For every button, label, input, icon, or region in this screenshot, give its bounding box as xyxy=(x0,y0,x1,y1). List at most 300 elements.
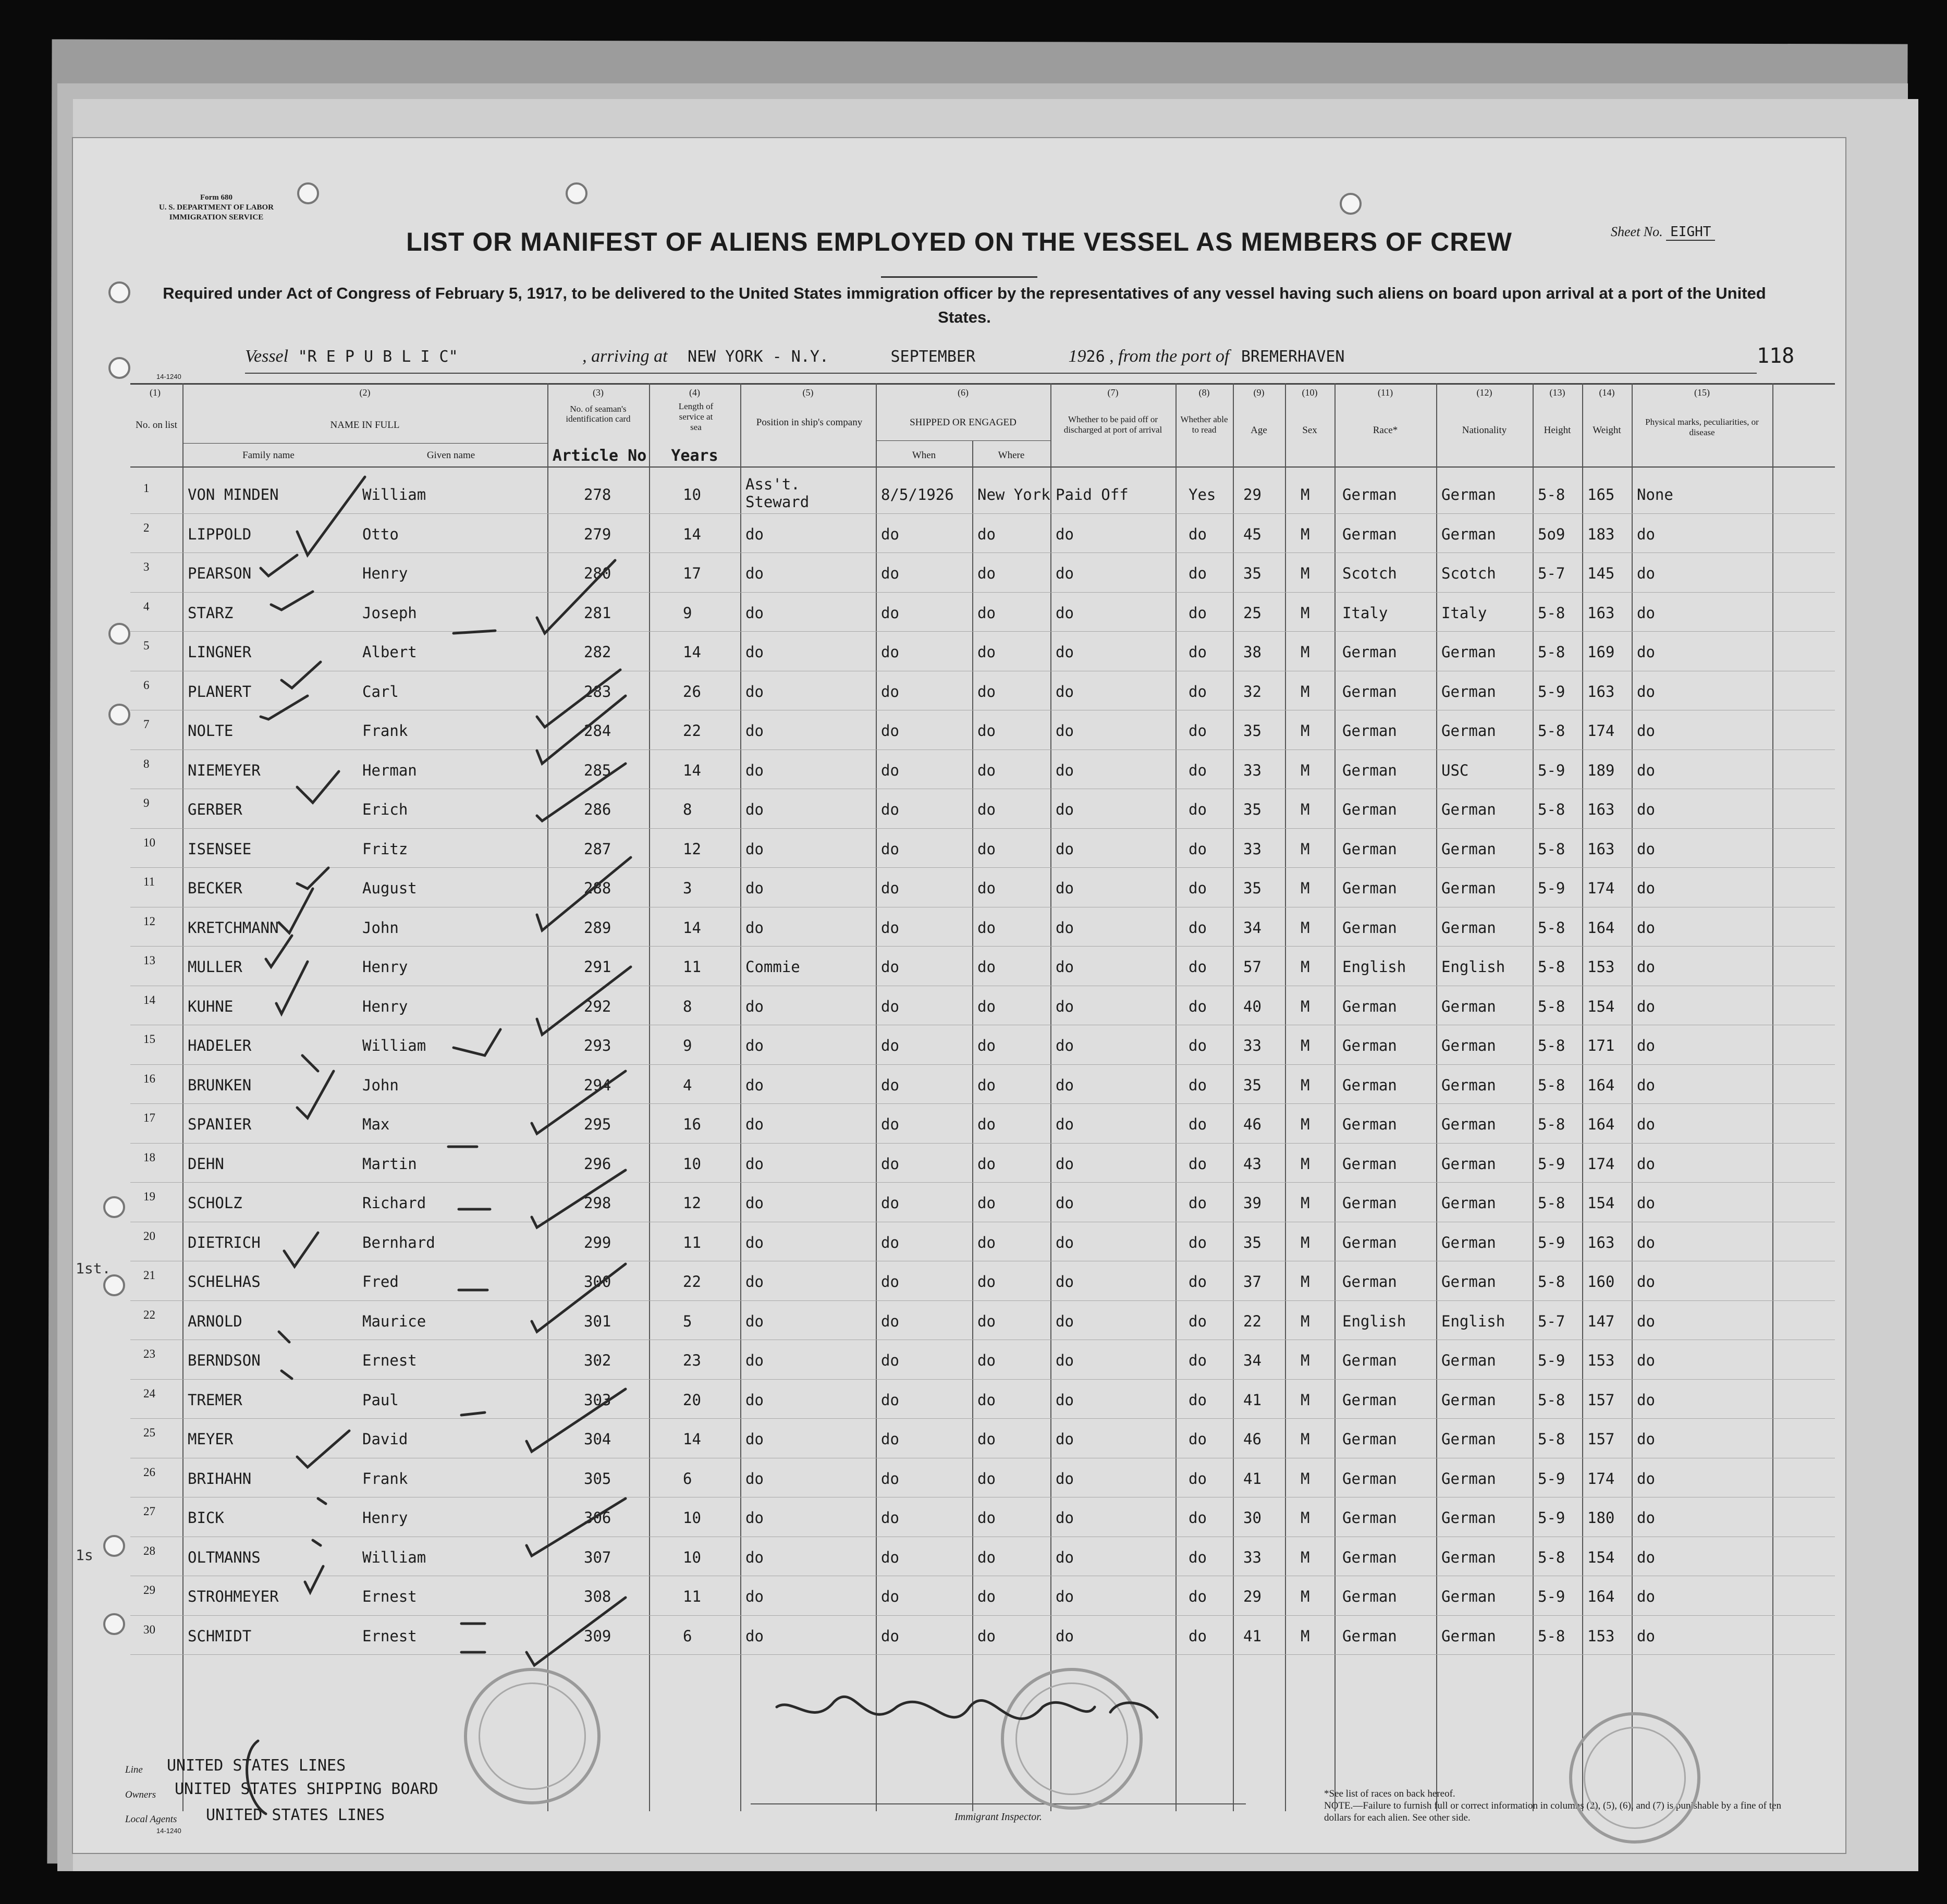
id-card-number: 296 xyxy=(584,1154,611,1173)
position: do xyxy=(745,1233,764,1251)
column-header-position: Position in ship's company xyxy=(756,417,863,428)
able-to-read: do xyxy=(1189,958,1207,976)
row-number: 6 xyxy=(143,678,150,692)
nationality: English xyxy=(1441,1312,1505,1330)
form-number: Form 680 xyxy=(200,193,233,202)
position: do xyxy=(745,1273,764,1291)
sex: M xyxy=(1301,801,1310,818)
given-name: Ernest xyxy=(362,1627,417,1645)
years-at-sea: 14 xyxy=(683,918,701,937)
family-name: STARZ xyxy=(188,604,234,622)
family-name: BRIHAHN xyxy=(188,1469,252,1488)
race: German xyxy=(1342,1233,1397,1251)
able-to-read: do xyxy=(1189,564,1207,582)
paid-off: do xyxy=(1056,958,1074,976)
family-name: HADELER xyxy=(188,1037,252,1054)
id-card-number: 308 xyxy=(584,1588,611,1605)
position: do xyxy=(745,1352,764,1369)
paid-off: do xyxy=(1056,564,1074,582)
age: 38 xyxy=(1243,643,1262,661)
nationality: German xyxy=(1441,1194,1496,1212)
column-number: (11) xyxy=(1377,387,1393,398)
years-at-sea: 10 xyxy=(683,1548,701,1566)
arriving-label: , arriving at xyxy=(582,347,668,366)
years-at-sea: 22 xyxy=(683,1273,701,1291)
years-at-sea: 22 xyxy=(683,722,701,740)
page-number: 118 xyxy=(1757,344,1795,368)
manifest-page xyxy=(73,138,1845,1853)
shipped-where: do xyxy=(977,682,996,701)
age: 35 xyxy=(1243,564,1262,582)
height: 5-9 xyxy=(1538,1509,1565,1527)
physical-marks: do xyxy=(1637,918,1655,937)
physical-marks: do xyxy=(1637,682,1655,701)
shipped-where: do xyxy=(977,918,996,937)
position: do xyxy=(745,1509,764,1527)
row-number: 2 xyxy=(143,521,150,534)
shipped-where: do xyxy=(977,604,996,622)
position-line2: Steward xyxy=(745,493,810,511)
from-label: , from the port of xyxy=(1109,347,1230,366)
paid-off: do xyxy=(1056,1588,1074,1605)
able-to-read: do xyxy=(1189,1509,1207,1527)
height: 5-8 xyxy=(1538,1391,1565,1409)
race: German xyxy=(1342,643,1397,661)
race: English xyxy=(1342,958,1406,976)
weight: 153 xyxy=(1587,1352,1615,1369)
shipped-where: do xyxy=(977,1115,996,1133)
able-to-read: Yes xyxy=(1189,486,1216,503)
checkmark-icon xyxy=(537,560,615,633)
checkmark-icon xyxy=(537,857,631,930)
height: 5-8 xyxy=(1538,997,1565,1015)
able-to-read: do xyxy=(1189,1548,1207,1566)
checkmark-icon xyxy=(279,889,313,933)
position: do xyxy=(745,1115,764,1133)
nationality: German xyxy=(1441,643,1496,661)
able-to-read: do xyxy=(1189,997,1207,1015)
weight: 157 xyxy=(1587,1391,1615,1409)
race: Italy xyxy=(1342,604,1388,622)
column-number: (12) xyxy=(1476,387,1492,398)
shipped-when: do xyxy=(881,1233,899,1251)
age: 29 xyxy=(1243,1588,1262,1605)
nationality: German xyxy=(1441,1627,1496,1645)
sex: M xyxy=(1301,1194,1310,1212)
column-header-name: NAME IN FULL xyxy=(330,420,400,431)
physical-marks: do xyxy=(1637,1469,1655,1488)
age: 35 xyxy=(1243,722,1262,740)
column-header-nationality: Nationality xyxy=(1462,425,1507,436)
height: 5-8 xyxy=(1538,918,1565,937)
checkmark-icon xyxy=(537,696,626,764)
sex: M xyxy=(1301,1430,1310,1448)
age: 41 xyxy=(1243,1391,1262,1409)
able-to-read: do xyxy=(1189,801,1207,818)
paid-off: Paid Off xyxy=(1056,486,1129,503)
position: do xyxy=(745,1312,764,1330)
height: 5o9 xyxy=(1538,525,1565,543)
able-to-read: do xyxy=(1189,1430,1207,1448)
family-name: BECKER xyxy=(188,879,242,897)
paid-off: do xyxy=(1056,1509,1074,1527)
shipped-where: do xyxy=(977,1233,996,1251)
height: 5-8 xyxy=(1538,1037,1565,1054)
age: 57 xyxy=(1243,958,1262,976)
row-number: 23 xyxy=(143,1347,155,1360)
height: 5-9 xyxy=(1538,1154,1565,1173)
given-name: Fred xyxy=(362,1273,399,1291)
row-number: 16 xyxy=(143,1072,155,1085)
years-at-sea: 4 xyxy=(683,1076,692,1094)
column-header-service-typed: Years xyxy=(671,447,718,465)
able-to-read: do xyxy=(1189,1194,1207,1212)
sex: M xyxy=(1301,722,1310,740)
cross-mark xyxy=(318,1498,326,1504)
position: do xyxy=(745,918,764,937)
race: German xyxy=(1342,840,1397,858)
position: do xyxy=(745,840,764,858)
shipped-when: do xyxy=(881,1509,899,1527)
position: do xyxy=(745,1391,764,1409)
sex: M xyxy=(1301,1115,1310,1133)
able-to-read: do xyxy=(1189,1037,1207,1054)
race: German xyxy=(1342,1194,1397,1212)
years-at-sea: 3 xyxy=(683,879,692,897)
given-name: Frank xyxy=(362,1469,408,1488)
position: Ass't. xyxy=(745,475,800,493)
given-name: Paul xyxy=(362,1391,399,1409)
sex: M xyxy=(1301,1312,1310,1330)
position: do xyxy=(745,1469,764,1488)
nationality: German xyxy=(1441,1154,1496,1173)
years-at-sea: 6 xyxy=(683,1627,692,1645)
id-card-number: 304 xyxy=(584,1430,611,1448)
years-at-sea: 11 xyxy=(683,958,701,976)
race: German xyxy=(1342,997,1397,1015)
id-card-number: 281 xyxy=(584,604,611,622)
shipped-when: do xyxy=(881,997,899,1015)
physical-marks: do xyxy=(1637,1548,1655,1566)
weight: 157 xyxy=(1587,1430,1615,1448)
shipped-when: do xyxy=(881,1037,899,1054)
race: Scotch xyxy=(1342,564,1397,582)
sex: M xyxy=(1301,1352,1310,1369)
checkmark-icon xyxy=(297,1431,349,1467)
position: do xyxy=(745,564,764,582)
position: do xyxy=(745,722,764,740)
physical-marks: do xyxy=(1637,1037,1655,1054)
able-to-read: do xyxy=(1189,682,1207,701)
id-card-number: 294 xyxy=(584,1076,611,1094)
column-number: (15) xyxy=(1694,387,1710,398)
checkmark-icon xyxy=(537,764,626,821)
age: 43 xyxy=(1243,1154,1262,1173)
given-name: Henry xyxy=(362,958,408,976)
sex: M xyxy=(1301,1548,1310,1566)
family-name: SPANIER xyxy=(188,1115,252,1133)
paid-off: do xyxy=(1056,997,1074,1015)
family-name: BERNDSON xyxy=(188,1352,261,1369)
shipped-where: do xyxy=(977,1352,996,1369)
height: 5-8 xyxy=(1538,1115,1565,1133)
position: do xyxy=(745,525,764,543)
age: 33 xyxy=(1243,1548,1262,1566)
paid-off: do xyxy=(1056,722,1074,740)
height: 5-9 xyxy=(1538,761,1565,779)
race: German xyxy=(1342,1548,1397,1566)
years-at-sea: 20 xyxy=(683,1391,701,1409)
given-name: Otto xyxy=(362,525,399,543)
column-header-card-typed: Article No xyxy=(552,447,647,465)
shipped-when: do xyxy=(881,761,899,779)
weight: 174 xyxy=(1587,722,1615,740)
height: 5-8 xyxy=(1538,643,1565,661)
shipped-when: do xyxy=(881,525,899,543)
weight: 163 xyxy=(1587,801,1615,818)
shipped-where: do xyxy=(977,879,996,897)
given-name: Henry xyxy=(362,997,408,1015)
family-name: DIETRICH xyxy=(188,1233,261,1251)
row-number: 8 xyxy=(143,757,150,770)
physical-marks: do xyxy=(1637,879,1655,897)
able-to-read: do xyxy=(1189,643,1207,661)
age: 45 xyxy=(1243,525,1262,543)
column-header-service: Length of service at sea xyxy=(678,401,714,432)
column-header-sex: Sex xyxy=(1302,425,1317,436)
row-number: 14 xyxy=(143,993,155,1006)
physical-marks: do xyxy=(1637,643,1655,661)
given-name: August xyxy=(362,879,417,897)
shipped-when: do xyxy=(881,604,899,622)
footnote-races: *See list of races on back hereof. xyxy=(1324,1788,1455,1799)
weight: 183 xyxy=(1587,525,1615,543)
family-name: SCHOLZ xyxy=(188,1194,242,1212)
weight: 164 xyxy=(1587,918,1615,937)
id-card-number: 279 xyxy=(584,525,611,543)
shipped-when: do xyxy=(881,1391,899,1409)
age: 22 xyxy=(1243,1312,1262,1330)
sex: M xyxy=(1301,1233,1310,1251)
physical-marks: do xyxy=(1637,1627,1655,1645)
checkmark-icon xyxy=(281,662,321,688)
id-card-number: 307 xyxy=(584,1548,611,1566)
sex: M xyxy=(1301,840,1310,858)
race: German xyxy=(1342,761,1397,779)
height: 5-8 xyxy=(1538,801,1565,818)
weight: 174 xyxy=(1587,879,1615,897)
sex: M xyxy=(1301,761,1310,779)
form-code: 14-1240 xyxy=(156,1827,181,1835)
years-at-sea: 23 xyxy=(683,1352,701,1369)
height: 5-8 xyxy=(1538,1076,1565,1094)
sex: M xyxy=(1301,918,1310,937)
years-at-sea: 10 xyxy=(683,486,701,503)
shipped-where: do xyxy=(977,997,996,1015)
given-name: Ernest xyxy=(362,1352,417,1369)
paid-off: do xyxy=(1056,1352,1074,1369)
able-to-read: do xyxy=(1189,1627,1207,1645)
weight: 154 xyxy=(1587,1194,1615,1212)
height: 5-8 xyxy=(1538,604,1565,622)
sex: M xyxy=(1301,682,1310,701)
column-header-shipped: SHIPPED OR ENGAGED xyxy=(910,417,1017,428)
footer-agents-value: UNITED STATES LINES xyxy=(206,1806,385,1824)
row-number: 3 xyxy=(143,560,150,573)
weight: 154 xyxy=(1587,997,1615,1015)
given-name: Joseph xyxy=(362,604,417,622)
years-at-sea: 14 xyxy=(683,1430,701,1448)
race: German xyxy=(1342,486,1397,503)
id-card-number: 286 xyxy=(584,801,611,818)
physical-marks: do xyxy=(1637,1154,1655,1173)
given-name: Herman xyxy=(362,761,417,779)
age: 30 xyxy=(1243,1509,1262,1527)
column-number: (9) xyxy=(1253,387,1265,398)
able-to-read: do xyxy=(1189,722,1207,740)
department: U. S. DEPARTMENT OF LABOR xyxy=(158,203,274,212)
nationality: Italy xyxy=(1441,604,1487,622)
age: 33 xyxy=(1243,761,1262,779)
nationality: German xyxy=(1441,840,1496,858)
family-name: BRUNKEN xyxy=(188,1076,252,1094)
able-to-read: do xyxy=(1189,1154,1207,1173)
race: German xyxy=(1342,879,1397,897)
paid-off: do xyxy=(1056,682,1074,701)
height: 5-8 xyxy=(1538,1627,1565,1645)
physical-marks: None xyxy=(1637,486,1673,503)
id-card-number: 287 xyxy=(584,840,611,858)
family-name: KUHNE xyxy=(188,997,234,1015)
given-name: David xyxy=(362,1430,408,1448)
height: 5-8 xyxy=(1538,722,1565,740)
vessel-label: Vessel xyxy=(245,347,289,366)
nationality: German xyxy=(1441,525,1496,543)
checkmark-icon xyxy=(537,967,631,1035)
service: IMMIGRATION SERVICE xyxy=(169,213,264,222)
paid-off: do xyxy=(1056,1154,1074,1173)
id-card-number: 293 xyxy=(584,1037,611,1054)
cross-mark xyxy=(279,1332,289,1342)
shipped-where: New York xyxy=(977,486,1050,503)
shipped-when: do xyxy=(881,1194,899,1212)
weight: 153 xyxy=(1587,958,1615,976)
family-name: ARNOLD xyxy=(188,1312,242,1330)
height: 5-9 xyxy=(1538,1588,1565,1605)
paid-off: do xyxy=(1056,1430,1074,1448)
arrival-year: 26 xyxy=(1086,348,1105,366)
family-name: KRETCHMANN xyxy=(188,918,279,937)
sex: M xyxy=(1301,643,1310,661)
given-name: Albert xyxy=(362,643,417,661)
cross-mark xyxy=(313,1540,321,1545)
sheet-number-value: EIGHT xyxy=(1666,224,1715,241)
able-to-read: do xyxy=(1189,604,1207,622)
checkmark-icon xyxy=(284,1233,318,1267)
sex: M xyxy=(1301,564,1310,582)
nationality: German xyxy=(1441,1115,1496,1133)
race: German xyxy=(1342,1627,1397,1645)
age: 33 xyxy=(1243,840,1262,858)
shipped-where: do xyxy=(977,801,996,818)
family-name: OLTMANNS xyxy=(188,1548,261,1566)
shipped-when: do xyxy=(881,1469,899,1488)
years-at-sea: 12 xyxy=(683,1194,701,1212)
physical-marks: do xyxy=(1637,1312,1655,1330)
year-prefix: 19 xyxy=(1068,347,1086,366)
paid-off: do xyxy=(1056,918,1074,937)
age: 40 xyxy=(1243,997,1262,1015)
id-card-number: 292 xyxy=(584,997,611,1015)
age: 37 xyxy=(1243,1273,1262,1291)
age: 34 xyxy=(1243,918,1262,937)
footer-owners-label: Owners xyxy=(125,1789,156,1800)
id-card-number: 278 xyxy=(584,486,611,503)
weight: 164 xyxy=(1587,1588,1615,1605)
column-number: (14) xyxy=(1599,387,1615,398)
family-name: MULLER xyxy=(188,958,242,976)
inspector-label: Immigrant Inspector. xyxy=(954,1811,1042,1823)
shipped-when: do xyxy=(881,643,899,661)
height: 5-8 xyxy=(1538,1430,1565,1448)
age: 35 xyxy=(1243,801,1262,818)
sex: M xyxy=(1301,997,1310,1015)
row-number: 11 xyxy=(143,875,155,888)
nationality: German xyxy=(1441,1509,1496,1527)
checkmark-icon xyxy=(532,1071,626,1134)
sex: M xyxy=(1301,525,1310,543)
checkmark-icon xyxy=(266,936,292,967)
shipped-when: do xyxy=(881,682,899,701)
row-number: 7 xyxy=(143,718,150,731)
height: 5-8 xyxy=(1538,840,1565,858)
column-header-marks: Physical marks, peculiarities, or disease xyxy=(1645,417,1759,437)
form-code: 14-1240 xyxy=(156,373,181,380)
row-number: 9 xyxy=(143,796,150,809)
physical-marks: do xyxy=(1637,1352,1655,1369)
shipped-when: do xyxy=(881,1115,899,1133)
physical-marks: do xyxy=(1637,564,1655,582)
physical-marks: do xyxy=(1637,761,1655,779)
family-name: GERBER xyxy=(188,801,242,818)
given-name: Martin xyxy=(362,1154,417,1173)
nationality: German xyxy=(1441,486,1496,503)
id-card-number: 305 xyxy=(584,1469,611,1488)
sex: M xyxy=(1301,1588,1310,1605)
height: 5-9 xyxy=(1538,1233,1565,1251)
height: 5-9 xyxy=(1538,1352,1565,1369)
sex: M xyxy=(1301,879,1310,897)
paid-off: do xyxy=(1056,801,1074,818)
column-header-card: No. of seaman's identification card xyxy=(566,404,631,424)
age: 33 xyxy=(1243,1037,1262,1054)
position: do xyxy=(745,1588,764,1605)
given-name: John xyxy=(362,918,399,937)
weight: 154 xyxy=(1587,1548,1615,1566)
race: German xyxy=(1342,722,1397,740)
able-to-read: do xyxy=(1189,918,1207,937)
checkmark-icon xyxy=(297,1071,334,1118)
bracket-mark xyxy=(247,1741,266,1814)
paid-off: do xyxy=(1056,1312,1074,1330)
id-card-number: 289 xyxy=(584,918,611,937)
physical-marks: do xyxy=(1637,722,1655,740)
race: German xyxy=(1342,918,1397,937)
paid-off: do xyxy=(1056,604,1074,622)
age: 29 xyxy=(1243,486,1262,503)
nationality: German xyxy=(1441,722,1496,740)
row-number: 29 xyxy=(143,1583,155,1596)
